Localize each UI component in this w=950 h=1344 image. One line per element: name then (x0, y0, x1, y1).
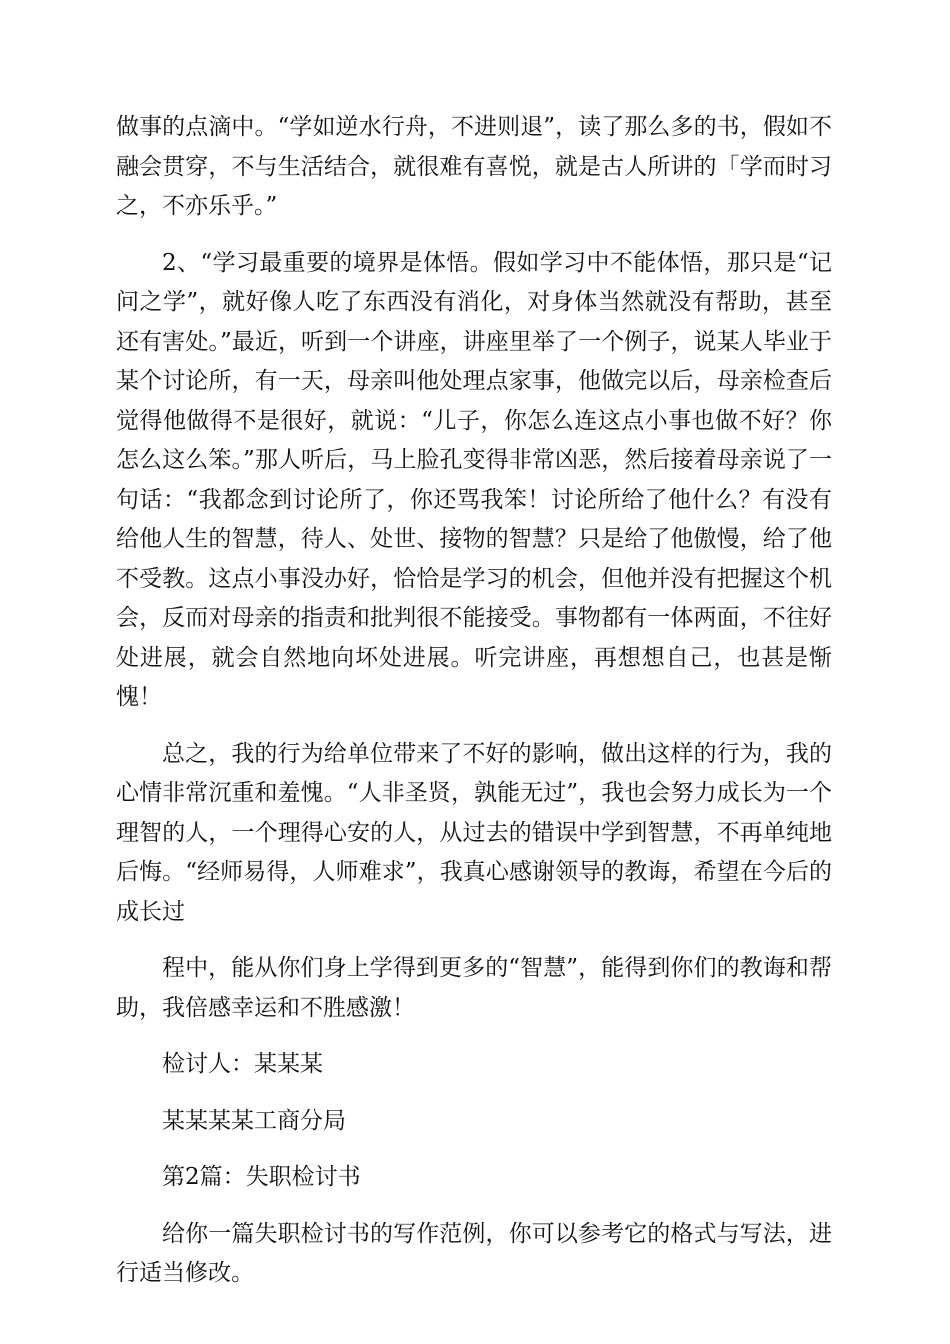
signature-name: 检讨人：某某某 (162, 1051, 323, 1077)
paragraph-intro: 给你一篇失职检讨书的写作范例，你可以参考它的格式与写法，进行适当修改。 (116, 1220, 832, 1286)
paragraph-conclusion: 总之，我的行为给单位带来了不好的影响，做出这样的行为，我的心情非常沉重和羞愧。“人非圣贤，孰能无过”，我也会努力成长为一个理智的人，一个理得心安的人，从过去的错误中学到智慧，不再单纯地后悔。“经师易得，人师难求”，我真心感谢领导的教诲，希望在今后的成长过 (116, 740, 832, 925)
paragraph-continuation: 做事的点滴中。“学如逆水行舟，不进则退”，读了那么多的书，假如不融会贯穿，不与生活结合，就很难有喜悦，就是古人所讲的「学而时习之，不亦乐乎。” (116, 114, 832, 219)
paragraph-point-2: 2、“学习最重要的境界是体悟。假如学习中不能体悟，那只是“记问之学”，就好像人吃了东西没有消化，对身体当然就没有帮助，甚至还有害处。”最近，听到一个讲座，讲座里举了一个例子，说某人毕业于某个讨论所，有一天，母亲叫他处理点家事，他做完以后，母亲检查后觉得他做得不是很好，就说：“儿子，你怎么连这点小事也做不好？你怎么这么笨。”那人听后，马上脸孔变得非常凶恶，然后接着母亲说了一句话：“我都念到讨论所了，你还骂我笨！讨论所给了他什么？有没有给他人生的智慧，待人、处世、接物的智慧？只是给了他傲慢，给了他不受教。这点小事没办好，恰恰是学习的机会，但他并没有把握这个机会，反而对母亲的指责和批判很不能接受。事物都有一体两面，不往好处进展，就会自然地向坏处进展。听完讲座，再想想自己，也甚是惭愧！ (116, 249, 832, 710)
document-body (116, 108, 832, 1311)
signature-organization: 某某某某工商分局 (162, 1107, 346, 1134)
paragraph-closing: 程中，能从你们身上学得到更多的“智慧”，能得到你们的教诲和帮助，我倍感幸运和不胜感激！ (116, 955, 832, 1021)
section-heading: 第2篇：失职检讨书 (162, 1164, 361, 1190)
